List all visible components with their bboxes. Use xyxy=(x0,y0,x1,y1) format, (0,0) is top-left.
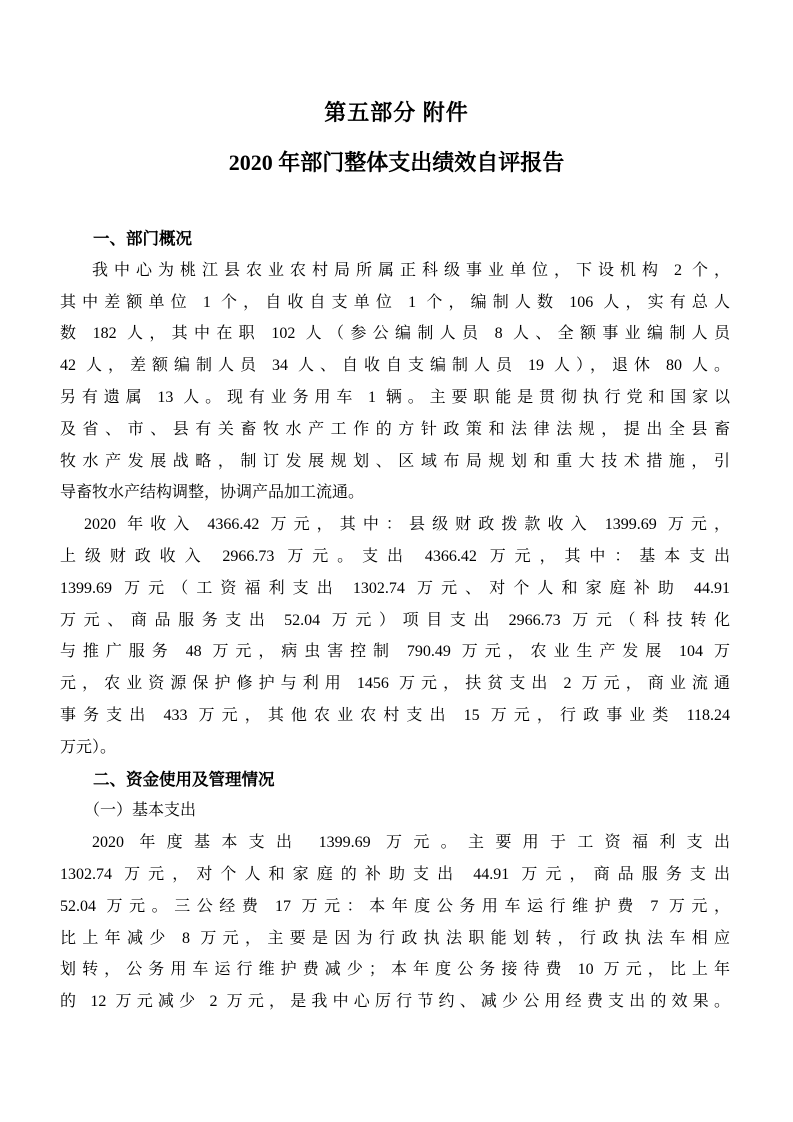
para-2-line-8: 万元）。 xyxy=(60,738,117,756)
para-1-line-7: 牧水产发展战略，制订发展规划、区域布局规划和重大技术措施，引 xyxy=(60,452,730,470)
para-1-line-8: 导畜牧水产结构调整，协调产品加工流通。 xyxy=(60,484,365,502)
document-content xyxy=(60,223,730,1018)
document-title: 第五部分 附件 xyxy=(324,100,469,125)
para-2-line-2: 上级财政收入 2966.73 万元。支出 4366.42 万元，其中：基本支出 xyxy=(60,547,730,565)
para-3-line-2: 1302.74 万元，对个人和家庭的补助支出 44.91 万元，商品服务支出 xyxy=(60,865,730,883)
section-heading-overview: 一、部门概况 xyxy=(93,229,192,248)
para-1-line-6: 及省、市、县有关畜牧水产工作的方针政策和法律法规，提出全县畜 xyxy=(60,420,730,438)
para-2-line-4: 万元、商品服务支出 52.04 万元）项目支出 2966.73 万元（科技转化 xyxy=(60,611,730,629)
para-1-line-2: 其中差额单位 1 个，自收自支单位 1 个，编制人数 106 人，实有总人 xyxy=(60,293,730,311)
para-3-line-4: 比上年减少 8 万元，主要是因为行政执法职能划转，行政执法车相应 xyxy=(60,929,730,947)
para-3-line-1: 2020 年度基本支出 1399.69 万元。主要用于工资福利支出 xyxy=(92,834,730,852)
para-3-line-6: 的 12 万元减少 2 万元，是我中心厉行节约、减少公用经费支出的效果。 xyxy=(60,993,730,1011)
para-2-line-6: 元，农业资源保护修护与利用 1456 万元，扶贫支出 2 万元，商业流通 xyxy=(60,675,730,693)
section-heading-funds-management: 二、资金使用及管理情况 xyxy=(93,769,275,789)
para-1-line-1: 我中心为桃江县农业农村局所属正科级事业单位，下设机构 2 个， xyxy=(92,261,730,279)
para-3-line-3: 52.04 万元。三公经费 17 万元：本年度公务用车运行维护费 7 万元， xyxy=(60,897,730,915)
section-subheading-basic-expenditure: （一）基本支出 xyxy=(84,802,197,820)
para-1-line-5: 另有遗属 13 人。现有业务用车 1 辆。主要职能是贯彻执行党和国家以 xyxy=(60,388,730,406)
para-1-line-3: 数 182 人，其中在职 102 人（参公编制人员 8 人、全额事业编制人员 xyxy=(60,325,730,343)
document-subtitle: 2020 年部门整体支出绩效自评报告 xyxy=(228,150,565,175)
para-2-line-1: 2020 年收入 4366.42 万元，其中：县级财政拨款收入 1399.69 万元， xyxy=(84,516,730,534)
para-1-line-4: 42 人，差额编制人员 34 人、自收自支编制人员 19 人），退休 80 人。 xyxy=(60,357,730,375)
para-3-line-5: 划转，公务用车运行维护费减少；本年度公务接待费 10 万元，比上年 xyxy=(60,961,730,979)
para-2-line-5: 与推广服务 48 万元，病虫害控制 790.49 万元，农业生产发展 104 万 xyxy=(60,643,730,661)
para-2-line-3: 1399.69 万元（工资福利支出 1302.74 万元、对个人和家庭补助 44.91 xyxy=(60,579,730,597)
para-2-line-7: 事务支出 433 万元，其他农业农村支出 15 万元，行政事业类 118.24 xyxy=(60,706,730,724)
